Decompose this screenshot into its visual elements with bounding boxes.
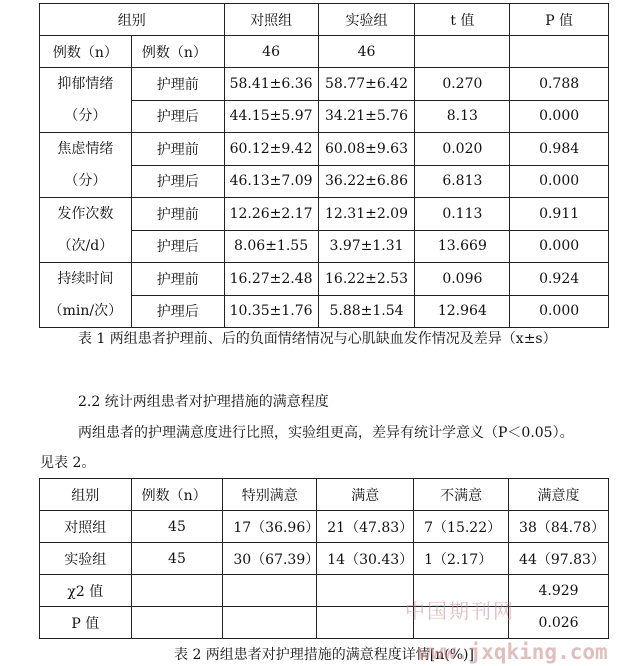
table2-header-cell: 例数（n） (131, 479, 223, 511)
table2-cell: 30（67.39） (223, 543, 317, 575)
table2-cell: 实验组 (40, 543, 132, 575)
table2-cell: 38（84.78） (509, 511, 609, 543)
table1-group-label (40, 133, 132, 198)
table-row (40, 543, 609, 575)
table1-cell: 护理前 (131, 198, 224, 231)
table2-header-row (40, 479, 609, 511)
table1-header-cell: P 值 (510, 4, 609, 36)
table1-cell: 0.113 (415, 198, 510, 231)
table1-cell: 44.15±5.97 (224, 100, 318, 133)
table-row (40, 511, 609, 543)
watermark-url: www.jxqking.com (418, 640, 608, 664)
table1-header-cell: 对照组 (224, 4, 318, 36)
table-row (40, 68, 609, 101)
table1-cell: 3.97±1.31 (318, 230, 415, 263)
table1-cell: 5.88±1.54 (318, 295, 415, 328)
table1-cell: 58.77±6.42 (318, 68, 415, 101)
table1-cell: 0.000 (510, 100, 609, 133)
table1-cell: 6.813 (415, 165, 510, 198)
table1-cell: 12.964 (415, 295, 510, 328)
table-row (40, 607, 609, 639)
table1-count-row (40, 36, 609, 68)
table1-cell: 12.31±2.09 (318, 198, 415, 231)
table2-cell (223, 575, 317, 607)
group-label-line2: （次/d） (57, 238, 114, 254)
table2-cell: 7（15.22） (414, 511, 509, 543)
table2-header-cell: 组别 (40, 479, 132, 511)
table1-cell: 护理后 (131, 230, 224, 263)
table1-cell: 46 (224, 36, 318, 68)
table1-cell: 13.669 (415, 230, 510, 263)
table1-cell: 0.270 (415, 68, 510, 101)
table1-cell: 0.020 (415, 133, 510, 166)
table1-cell: 60.08±9.63 (318, 133, 415, 166)
table1-cell: 例数（n） (40, 36, 132, 68)
group-label-line1: 抑郁情绪 (57, 76, 114, 92)
table1-cell: 0.984 (510, 133, 609, 166)
group-label-line2: （分） (64, 108, 107, 124)
table1-cell: 护理后 (131, 100, 224, 133)
table2-cell: 14（30.43） (317, 543, 414, 575)
table2-cell: P 值 (40, 607, 132, 639)
table1-cell: 0.924 (510, 263, 609, 296)
table2-header-cell: 特别满意 (223, 479, 317, 511)
table1-cell: 护理后 (131, 165, 224, 198)
table1-cell: 46.13±7.09 (224, 165, 318, 198)
table1-cell: 0.911 (510, 198, 609, 231)
table2-header-cell: 满意 (317, 479, 414, 511)
table1-cell: 8.13 (415, 100, 510, 133)
table1-cell: 0.000 (510, 230, 609, 263)
group-label-line2: （min/次） (48, 303, 123, 319)
table1-group-label (40, 68, 132, 133)
table2-cell (131, 575, 223, 607)
table2-cell: 0.026 (509, 607, 609, 639)
table2-cell (131, 607, 223, 639)
watermark-title: 中国期刊网 (405, 599, 515, 623)
table2-cell (223, 607, 317, 639)
table-1 (39, 3, 609, 328)
body-paragraph: 两组患者的护理满意度进行比照，实验组更高，差异有统计学意义（P＜0.05）。 (78, 425, 574, 441)
table2-caption: 表 2 两组患者对护理措施的满意程度详情[n(%)] (174, 647, 474, 663)
table2-cell: 4.929 (509, 575, 609, 607)
table2-cell (317, 607, 414, 639)
table1-header-cell: 组别 (40, 4, 225, 36)
table1-cell (415, 36, 510, 68)
group-label-line1: 持续时间 (57, 271, 114, 287)
table1-header-cell: t 值 (415, 4, 510, 36)
table1-cell: 10.35±1.76 (224, 295, 318, 328)
table2-cell: 17（36.96） (223, 511, 317, 543)
group-label-line1: 焦虑情绪 (57, 141, 114, 157)
table1-cell: 16.22±2.53 (318, 263, 415, 296)
table2-cell: 45 (131, 543, 223, 575)
table-2 (39, 478, 609, 639)
table1-group-label (40, 198, 132, 263)
table1-caption: 表 1 两组患者护理前、后的负面情绪情况与心肌缺血发作情况及差异（x±s） (78, 331, 557, 347)
body-paragraph-continuation: 见表 2。 (40, 455, 96, 471)
table1-group-label (40, 263, 132, 328)
table1-cell: 护理前 (131, 68, 224, 101)
table1-cell: 34.21±5.76 (318, 100, 415, 133)
table1-cell: 0.096 (415, 263, 510, 296)
table1-cell: 16.27±2.48 (224, 263, 318, 296)
table1-cell: 36.22±6.86 (318, 165, 415, 198)
table2-header-cell: 不满意 (414, 479, 509, 511)
section-heading: 2.2 统计两组患者对护理措施的满意程度 (78, 394, 329, 410)
table1-cell: 护理前 (131, 133, 224, 166)
table-row (40, 575, 609, 607)
table1-cell: 60.12±9.42 (224, 133, 318, 166)
table1-cell: 0.788 (510, 68, 609, 101)
table2-cell: 21（47.83） (317, 511, 414, 543)
table1-header-row (40, 4, 609, 36)
table1-cell: 护理前 (131, 263, 224, 296)
table1-cell: 12.26±2.17 (224, 198, 318, 231)
table1-cell: 0.000 (510, 165, 609, 198)
table-row (40, 263, 609, 296)
table2-header-cell: 满意度 (509, 479, 609, 511)
table1-header-cell: 实验组 (318, 4, 415, 36)
table2-cell: χ2 值 (40, 575, 132, 607)
table2-cell: 45 (131, 511, 223, 543)
table2-cell: 对照组 (40, 511, 132, 543)
table1-cell: 护理后 (131, 295, 224, 328)
table1-cell (510, 36, 609, 68)
table1-cell: 58.41±6.36 (224, 68, 318, 101)
table2-cell: 1（2.17） (414, 543, 509, 575)
table1-cell: 0.000 (510, 295, 609, 328)
table-row (40, 198, 609, 231)
table2-cell (317, 575, 414, 607)
table1-cell: 46 (318, 36, 415, 68)
table1-cell: 8.06±1.55 (224, 230, 318, 263)
table2-cell: 44（97.83） (509, 543, 609, 575)
group-label-line1: 发作次数 (57, 206, 114, 222)
table-row (40, 133, 609, 166)
group-label-line2: （分） (64, 173, 107, 189)
table1-cell: 例数（n） (131, 36, 224, 68)
